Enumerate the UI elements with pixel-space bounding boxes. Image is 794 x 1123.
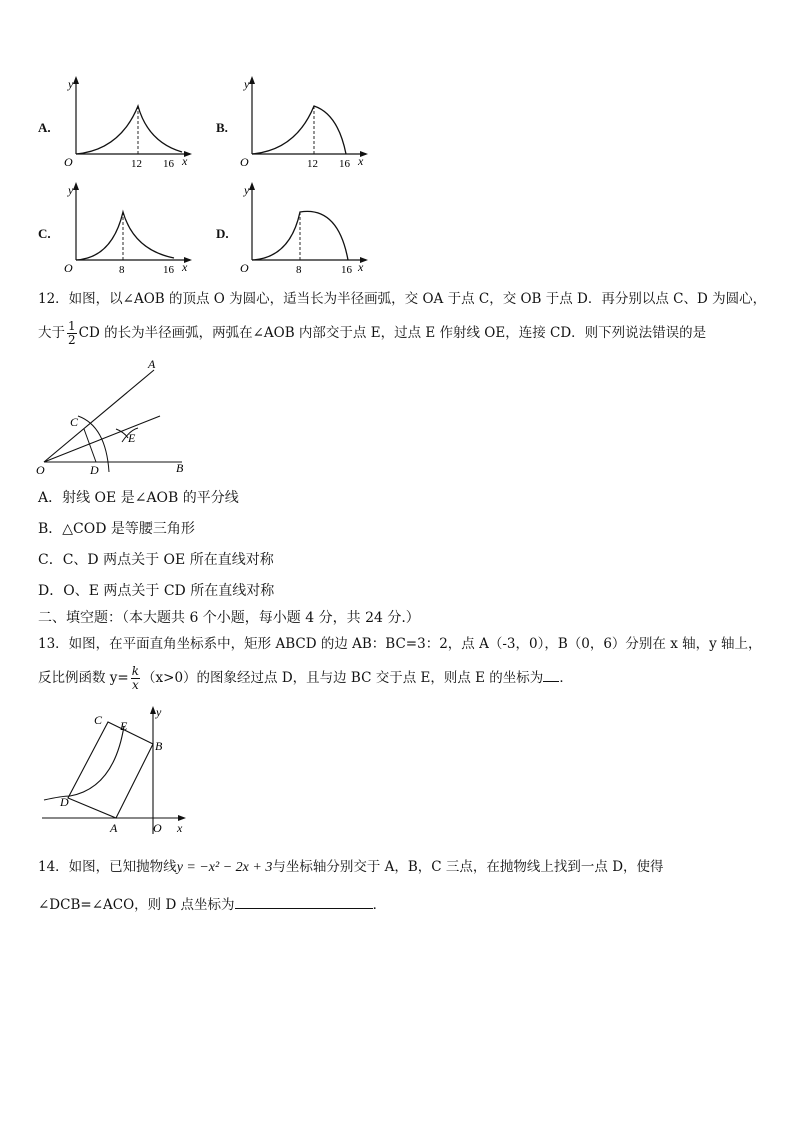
end-tick-label: 16 xyxy=(341,264,352,276)
peak-tick-label: 8 xyxy=(119,264,125,276)
label-c: C xyxy=(70,415,79,429)
end-tick-label: 16 xyxy=(339,158,350,170)
q14-equation: y = −x² − 2x + 3 xyxy=(176,860,273,875)
peak-tick-label: 8 xyxy=(296,264,302,276)
label-o: O xyxy=(36,463,45,477)
y-axis-label: y xyxy=(244,77,250,91)
q11-option-d-label: D. xyxy=(216,226,229,241)
q11-graph-a xyxy=(62,74,194,170)
peak-tick-label: 12 xyxy=(307,158,318,170)
origin-label: O xyxy=(64,261,73,275)
q12-option-b: B．△COD 是等腰三角形 xyxy=(38,521,195,537)
q14-line1-pre: 14．如图，已知抛物线 xyxy=(38,859,177,875)
q12-figure xyxy=(34,356,198,478)
label-d: D xyxy=(90,463,99,477)
q13-fraction: $\frac{k}{x}$ xyxy=(131,664,140,692)
q14-stem-line1 xyxy=(38,858,664,877)
label-c: C xyxy=(94,713,103,727)
q11-graph-d xyxy=(238,180,370,276)
label-a: A xyxy=(148,357,156,371)
label-e: E xyxy=(120,719,128,733)
q13-stem-line2 xyxy=(38,662,573,694)
x-axis-label: x xyxy=(182,260,188,274)
label-a: A xyxy=(110,821,118,835)
q13-answer-blank[interactable] xyxy=(543,667,559,682)
y-axis-label: y xyxy=(68,77,74,91)
q11-option-b-label: B. xyxy=(216,120,228,135)
label-y: y xyxy=(156,705,162,719)
origin-label: O xyxy=(240,261,249,275)
q13-line2-pre: 反比例函数 y= xyxy=(38,670,129,686)
q14-answer-blank[interactable] xyxy=(235,894,373,909)
q13-figure xyxy=(40,704,192,838)
y-axis-label: y xyxy=(68,183,74,197)
peak-tick-label: 12 xyxy=(131,158,142,170)
q12-option-d: D．O、E 两点关于 CD 所在直线对称 xyxy=(38,583,275,599)
q12-option-a: A．射线 OE 是∠AOB 的平分线 xyxy=(38,490,239,506)
origin-label: O xyxy=(240,155,249,169)
q13-stem-line1: 13．如图，在平面直角坐标系中，矩形 ABCD 的边 AB：BC=3：2，点 A（-3，0），B（0，6）分别在 x 轴，y 轴上， xyxy=(38,636,762,652)
x-axis-label: x xyxy=(358,154,364,168)
q12-stem-line2 xyxy=(38,318,706,348)
section-fill-in-title: 二、填空题：（本大题共 6 个小题，每小题 4 分，共 24 分.） xyxy=(38,610,420,626)
end-tick-label: 16 xyxy=(163,158,174,170)
x-axis-label: x xyxy=(182,154,188,168)
y-axis-label: y xyxy=(244,183,250,197)
label-d: D xyxy=(60,795,69,809)
q11-option-a-label: A. xyxy=(38,120,51,135)
q11-graph-c xyxy=(62,180,194,276)
q14-stem-line2 xyxy=(38,894,386,914)
x-axis-label: x xyxy=(358,260,364,274)
q12-line2-pre: 大于 xyxy=(38,325,65,341)
q13-line2-post: （x>0）的图象经过点 D，且与边 BC 交于点 E，则点 E 的坐标为 xyxy=(142,670,544,686)
q11-graph-b xyxy=(238,74,370,170)
q11-option-c-label: C. xyxy=(38,226,51,241)
q12-stem-line1: 12．如图，以∠AOB 的顶点 O 为圆心，适当长为半径画弧，交 OA 于点 C，交 OB 于点 D．再分别以点 C、D 为圆心， xyxy=(38,291,767,307)
label-b: B xyxy=(176,461,184,475)
origin-label: O xyxy=(64,155,73,169)
q13-line2-end: ． xyxy=(559,670,573,686)
q12-line2-post: CD 的长为半径画弧，两弧在∠AOB 内部交于点 E，过点 E 作射线 OE，连接 CD．则下列说法错误的是 xyxy=(78,325,707,341)
q12-fraction: $\frac{1}{2}$ xyxy=(68,319,76,347)
label-x: x xyxy=(177,821,183,835)
q12-option-c: C．C、D 两点关于 OE 所在直线对称 xyxy=(38,552,274,568)
end-tick-label: 16 xyxy=(163,264,174,276)
q14-line2-end: ． xyxy=(372,897,387,913)
label-e: E xyxy=(128,431,136,445)
label-b: B xyxy=(155,739,163,753)
q14-line1-post: 与坐标轴分别交于 A，B，C 三点，在抛物线上找到一点 D，使得 xyxy=(272,859,664,875)
label-o: O xyxy=(153,821,162,835)
q14-line2-pre: ∠DCB=∠ACO，则 D 点坐标为 xyxy=(38,897,235,913)
